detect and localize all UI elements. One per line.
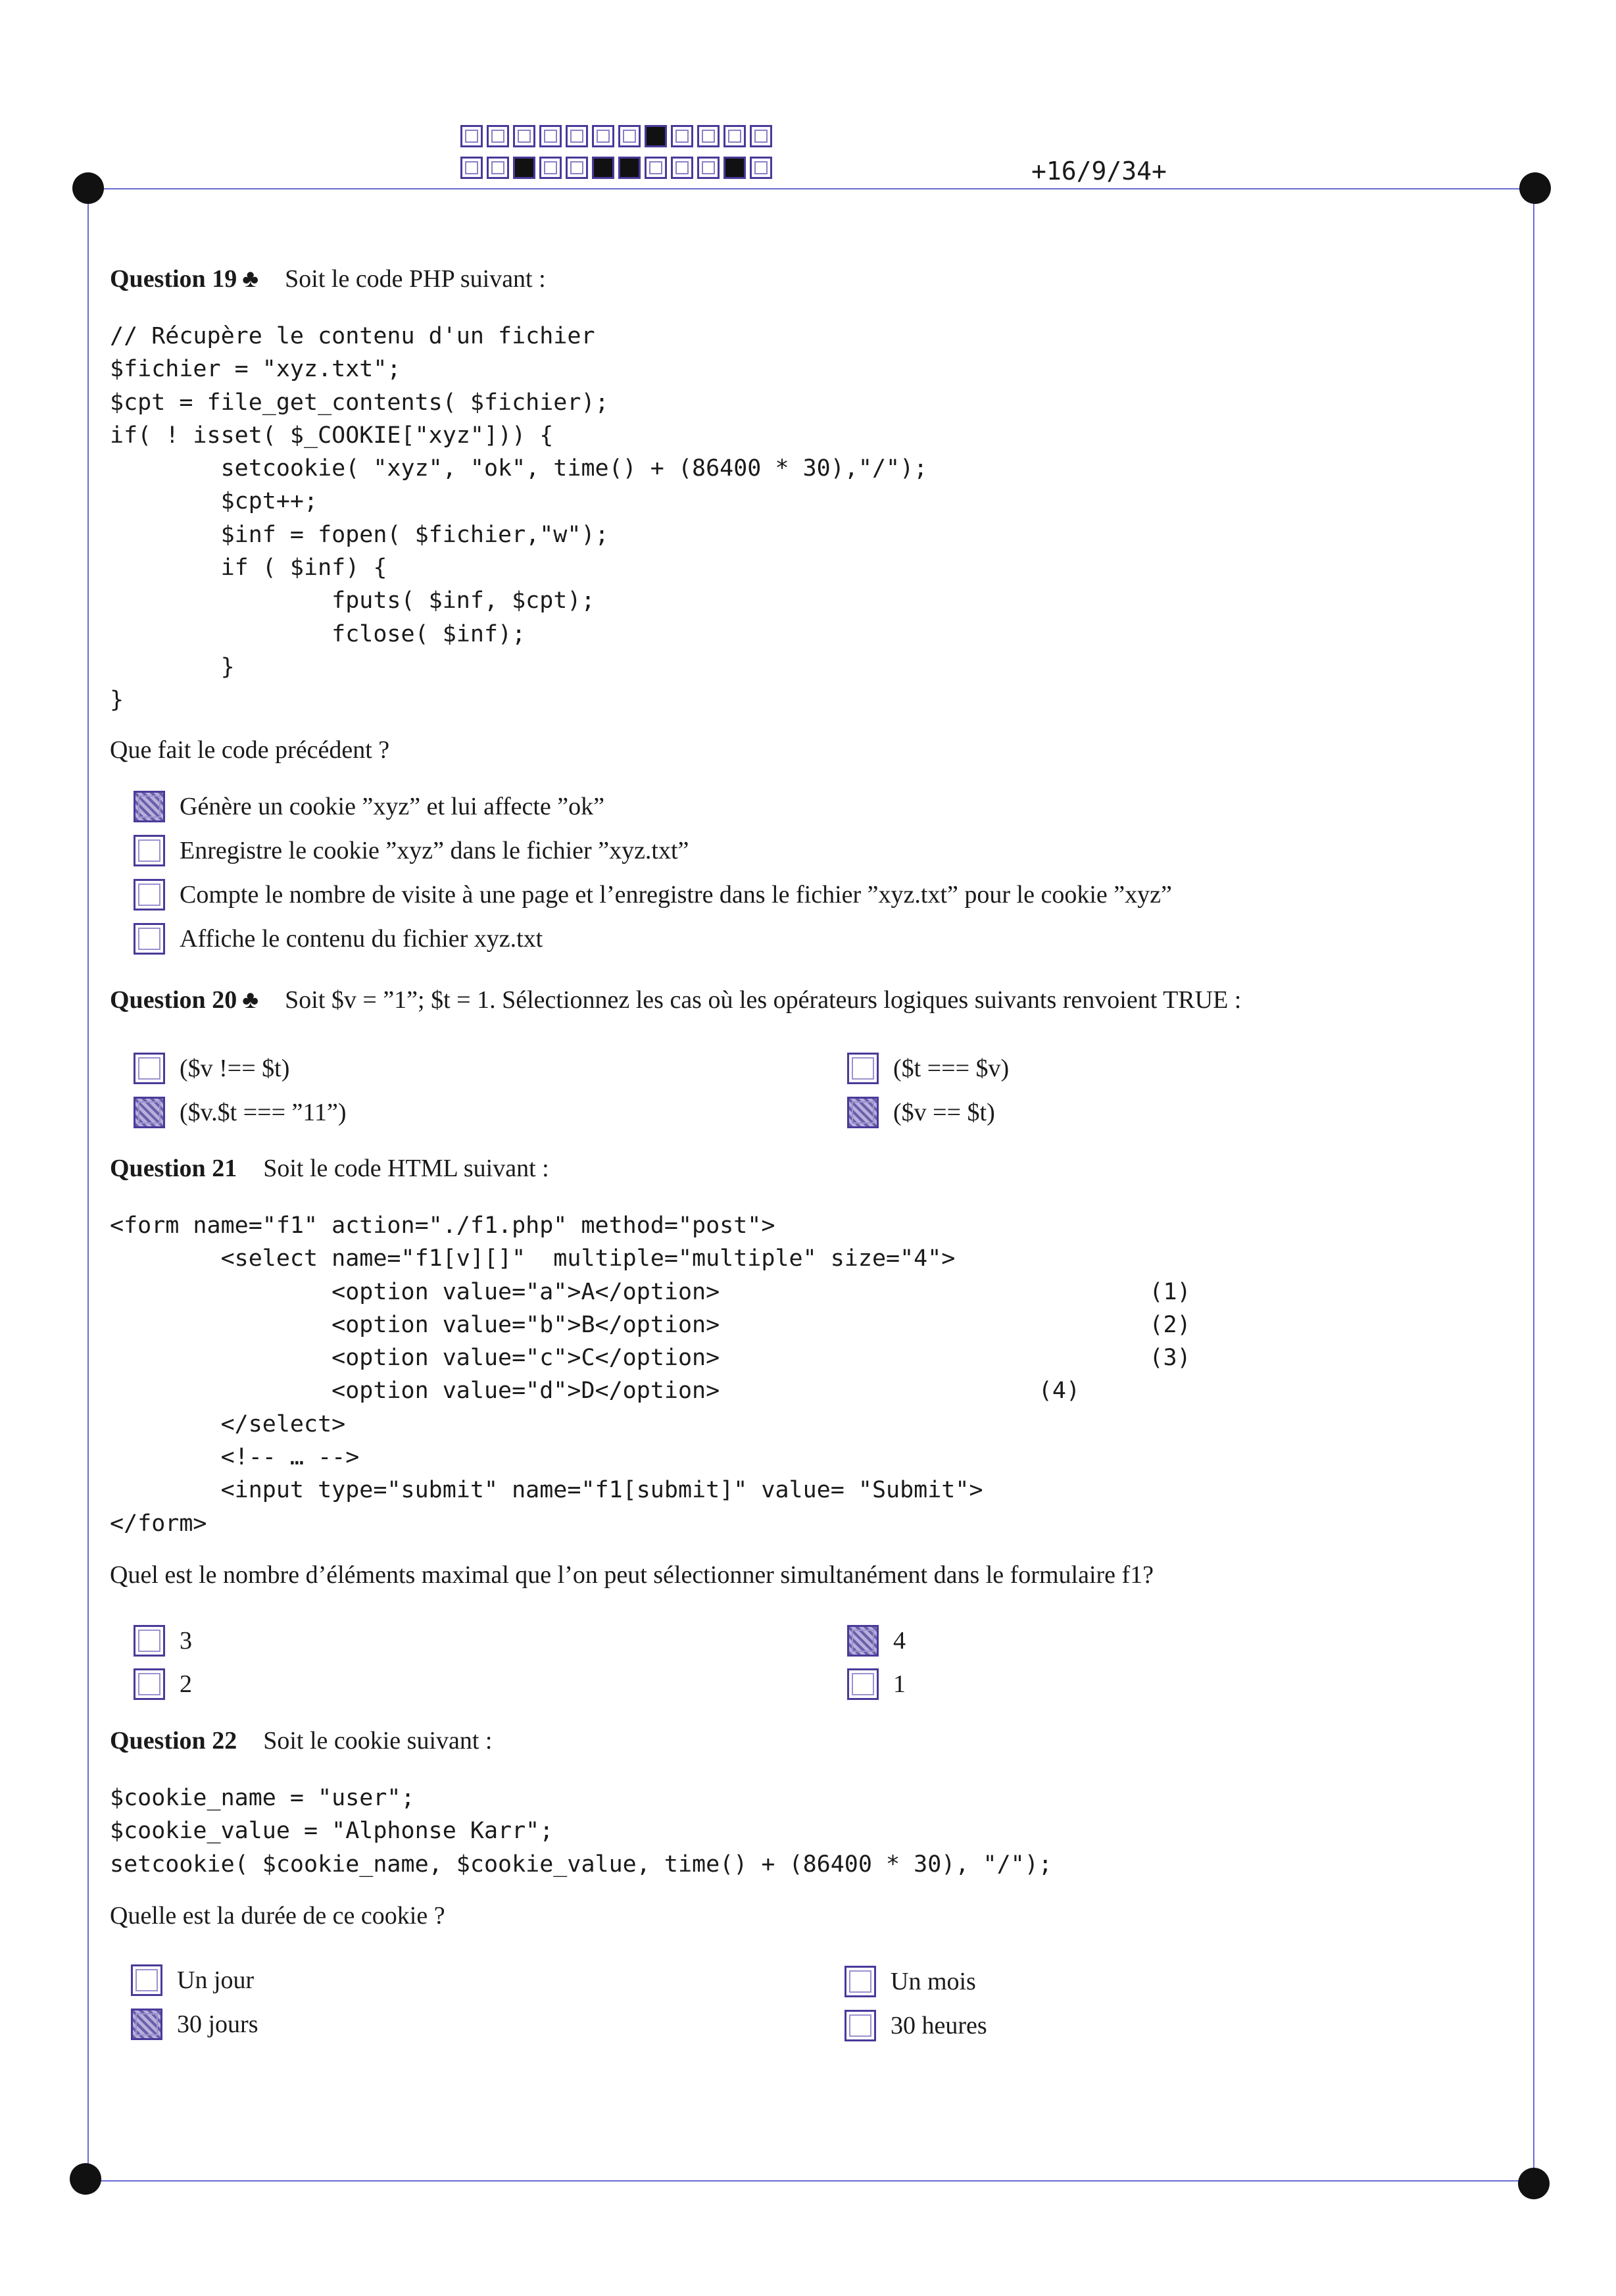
barcode-cell (697, 125, 720, 147)
q19-option-1[interactable] (134, 791, 604, 822)
barcode-cell (460, 157, 483, 179)
option-label: Enregistre le cookie ”xyz” dans le fichier ”xyz.txt” (180, 837, 689, 864)
barcode-cell (460, 125, 483, 147)
q20-option-4[interactable] (847, 1097, 995, 1128)
checkbox[interactable] (847, 1625, 879, 1657)
question-21-code: <form name="f1" action="./f1.php" method="post"> <select name="f1[v][]" multiple="multiple" size="4"> <option value="a">A</option> (1) <option value="b">B</option> (2) <option value="c">C</option> (3) <option value="d">D</option> (4) </select> <!-- … --> <input type="submit" name="f1[submit]" value= "Submit"> </form> (110, 1212, 1191, 1537)
checkbox[interactable] (134, 791, 165, 822)
question-19-stem: Que fait le code précédent ? (110, 736, 390, 764)
question-19-text: Soit le code PHP suivant : (285, 265, 546, 293)
barcode-cell (487, 157, 509, 179)
option-label: 2 (180, 1670, 192, 1698)
question-20-label: Question 20 ♣ (110, 986, 259, 1014)
q21-option-3[interactable] (134, 1668, 192, 1700)
barcode-cell (750, 157, 772, 179)
checkbox[interactable] (845, 1966, 876, 1997)
barcode-cell (513, 125, 535, 147)
question-22-label: Question 22 (110, 1727, 237, 1755)
option-label: 30 jours (177, 2010, 258, 2038)
barcode-cell (487, 125, 509, 147)
question-19-label: Question 19 ♣ (110, 265, 259, 293)
barcode-cell (513, 157, 535, 179)
option-label: 1 (893, 1670, 906, 1698)
club-icon: ♣ (242, 265, 259, 293)
question-22-stem: Quelle est la durée de ce cookie ? (110, 1902, 445, 1930)
q19-option-3[interactable] (134, 879, 1172, 911)
checkbox[interactable] (131, 1964, 162, 1996)
question-22-heading (110, 1726, 493, 1755)
barcode-cell (723, 125, 746, 147)
barcode-cell (723, 157, 746, 179)
corner-mark-bottom-right (1518, 2168, 1550, 2199)
q21-option-4[interactable] (847, 1668, 906, 1700)
page-id: +16/9/34+ (1031, 157, 1167, 186)
q20-option-3[interactable] (134, 1097, 347, 1128)
q22-option-3[interactable] (131, 2009, 258, 2040)
barcode-cell (645, 125, 667, 147)
option-label: Génère un cookie ”xyz” et lui affecte ”ok” (180, 793, 604, 820)
barcode-cell (671, 157, 693, 179)
question-21-stem: Quel est le nombre d’éléments maximal que l’on peut sélectionner simultanément dans le formulaire f1? (110, 1561, 1154, 1589)
q19-option-4[interactable] (134, 923, 543, 955)
checkbox[interactable] (134, 835, 165, 866)
question-21-heading (110, 1154, 549, 1183)
q20-option-2[interactable] (847, 1053, 1009, 1084)
barcode-cell (539, 157, 562, 179)
barcode-cell (750, 125, 772, 147)
option-label: 3 (180, 1627, 192, 1655)
option-label: Compte le nombre de visite à une page et l’enregistre dans le fichier ”xyz.txt” pour le cookie ”xyz” (180, 881, 1172, 909)
barcode-cell (645, 157, 667, 179)
question-19-heading (110, 264, 546, 293)
question-19-code: // Récupère le contenu d'un fichier $fichier = "xyz.txt"; $cpt = file_get_contents( $fichier); if( ! isset( $_COOKIE["xyz"])) { setcookie( "xyz", "ok", time() + (86400 * 30),"/"); $cpt++; $inf = fopen( $fichier,"w"); if ( $inf) { fputs( $inf, $cpt); fclose( $inf); } } (110, 323, 928, 714)
q22-option-1[interactable] (131, 1964, 254, 1996)
option-label: ($v.$t === ”11”) (180, 1099, 347, 1126)
option-label: ($t === $v) (893, 1055, 1010, 1082)
checkbox[interactable] (134, 1053, 165, 1084)
q21-option-1[interactable] (134, 1625, 192, 1657)
option-label: 4 (893, 1627, 906, 1655)
checkbox[interactable] (134, 879, 165, 911)
question-20-text: Soit $v = ”1”; $t = 1. Sélectionnez les cas où les opérateurs logiques suivants renvoient TRUE : (285, 986, 1242, 1014)
q22-option-4[interactable] (845, 2010, 987, 2041)
question-21-label: Question 21 (110, 1155, 237, 1182)
barcode-cell (592, 125, 614, 147)
option-label: ($v == $t) (893, 1099, 995, 1126)
checkbox[interactable] (134, 1625, 165, 1657)
barcode-cell (539, 125, 562, 147)
q22-option-2[interactable] (845, 1966, 976, 1997)
checkbox[interactable] (131, 2009, 162, 2040)
checkbox[interactable] (847, 1668, 879, 1700)
checkbox[interactable] (134, 1097, 165, 1128)
barcode-cell (697, 157, 720, 179)
barcode-cell (566, 157, 588, 179)
barcode-top-row (460, 125, 776, 147)
club-icon: ♣ (242, 986, 259, 1014)
barcode-cell (671, 125, 693, 147)
question-20-heading (110, 986, 1241, 1014)
option-label: ($v !== $t) (180, 1055, 290, 1082)
barcode-bottom-row (460, 157, 776, 179)
option-label: Affiche le contenu du fichier xyz.txt (180, 925, 543, 953)
checkbox[interactable] (847, 1097, 879, 1128)
option-label: Un mois (891, 1968, 976, 1995)
q21-option-2[interactable] (847, 1625, 906, 1657)
question-22-text: Soit le cookie suivant : (263, 1727, 493, 1755)
checkbox[interactable] (134, 923, 165, 955)
question-21-text: Soit le code HTML suivant : (263, 1155, 549, 1182)
checkbox[interactable] (847, 1053, 879, 1084)
q20-option-1[interactable] (134, 1053, 289, 1084)
corner-mark-bottom-left (70, 2163, 101, 2195)
barcode-cell (566, 125, 588, 147)
checkbox[interactable] (845, 2010, 876, 2041)
question-22-code: $cookie_name = "user"; $cookie_value = "Alphonse Karr"; setcookie( $cookie_name, $cookie_value, time() + (86400 * 30), "/"); (110, 1785, 1052, 1878)
barcode-cell (592, 157, 614, 179)
barcode-cell (618, 125, 641, 147)
option-label: 30 heures (891, 2012, 987, 2039)
q19-option-2[interactable] (134, 835, 689, 866)
checkbox[interactable] (134, 1668, 165, 1700)
corner-mark-top-left (72, 172, 104, 204)
corner-mark-top-right (1519, 172, 1551, 204)
option-label: Un jour (177, 1966, 255, 1994)
barcode-cell (618, 157, 641, 179)
